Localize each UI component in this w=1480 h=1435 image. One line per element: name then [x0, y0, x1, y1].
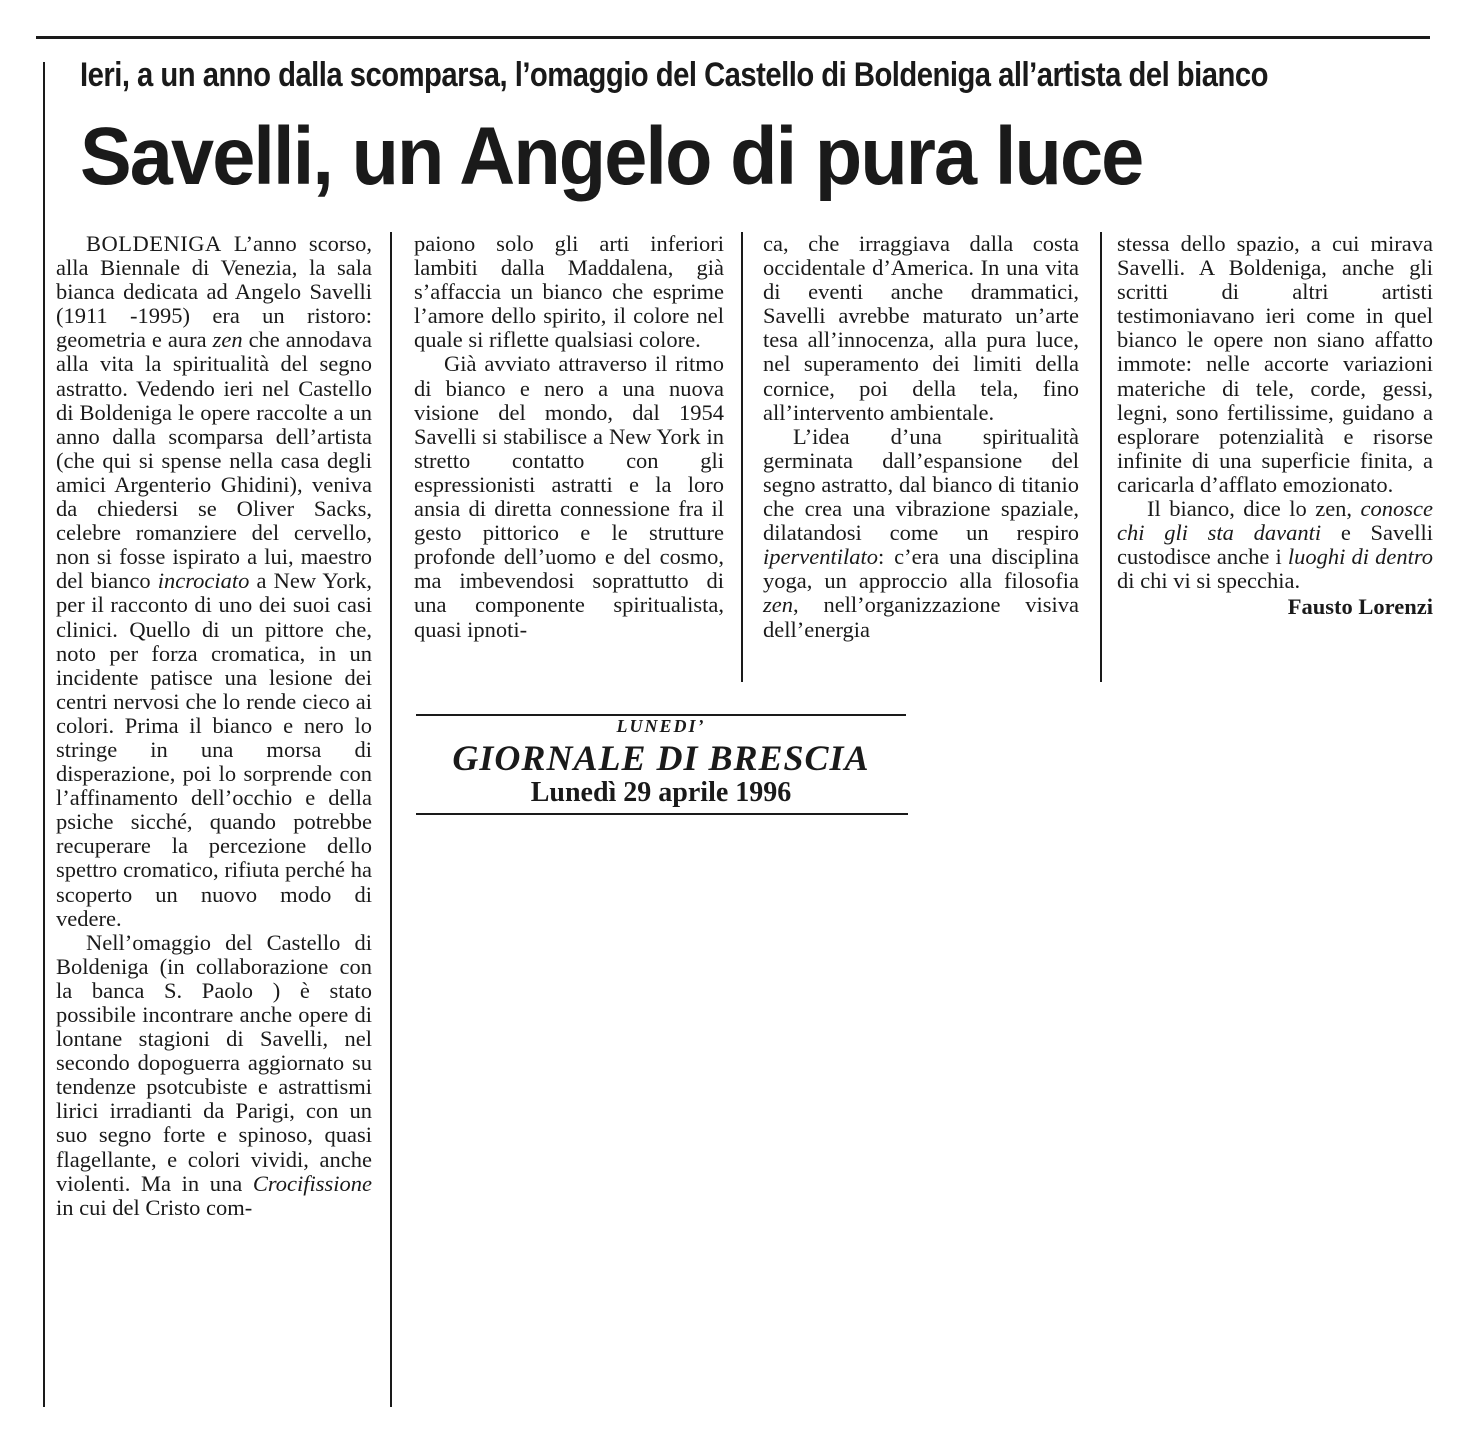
text-run: Nell’omaggio del Castello di Boldeniga (in collaborazione con la banca S. Paolo ) è stato possibile incontrare anche opere di lontane stagioni di Savelli, nel secondo dopoguerra aggiornato su tendenze psotcubiste e astrattismi lirici irradianti da Parigi, con un suo segno forte e spinoso, quasi flagellante, e colori vividi, anche violenti. Ma in una: [56, 929, 372, 1196]
italic-run: incrociato: [157, 568, 250, 594]
paragraph: [56, 232, 372, 931]
paragraph: Già avviato attraverso il ritmo di bianco e nero a una nuova visione del mondo, dal 1954 Savelli si stabilisce a New York in stretto contatto con gli espressionisti astratti e la loro ansia di diretta connessione fra il gesto pittorico e le strutture profonde dell’uomo e del cosmo, ma imbevendosi soprattutto di una componente spiritualista, quasi ipnoti-: [414, 351, 724, 642]
paragraph: [763, 425, 1079, 642]
paragraph: paiono solo gli arti inferiori lambiti dalla Maddalena, già s’affaccia un bianco che esprime l’amore dello spirito, il colore nel quale si riflette qualsiasi colore.: [414, 231, 724, 353]
text-run: : c’era una disciplina yoga, un approccio alla filosofia: [763, 544, 1079, 594]
text-run: Il bianco, dice lo zen,: [1147, 496, 1361, 522]
article-column-4: [1117, 232, 1433, 620]
paragraph: [1117, 497, 1433, 593]
text-run: in cui del Cristo com-: [56, 1194, 253, 1220]
text-run: di chi vi si specchia.: [1117, 568, 1301, 594]
article-kicker: Ieri, a un anno dalla scomparsa, l’omaggio del Castello di Boldeniga all’artista del bianco: [80, 56, 1268, 94]
top-rule: [36, 36, 1430, 39]
column-divider: [390, 232, 392, 1407]
text-run: L’anno scorso, alla Biennale di Venezia, la sala bianca dedicata ad Angelo Savelli (1911 -1995) era un ristoro: geometria e aura: [56, 231, 372, 353]
italic-run: zen: [763, 592, 793, 618]
article-column-2: [414, 232, 724, 642]
italic-run: iperventilato: [763, 544, 878, 570]
column-divider: [741, 232, 743, 682]
text-run: e Savelli custodisce anche i: [1117, 520, 1433, 570]
left-rule: [43, 62, 45, 1407]
paragraph: stessa dello spazio, a cui mirava Savelli. A Boldeniga, anche gli scritti di altri artisti testimoniavano ieri come in quel bianco le opere non siano affatto immote: nelle accorte variazioni materiche di tele, corde, gessi, legni, sono fertilissime, guidano a esplorare potenzialità e risorse infinite di una superficie finita, a caricarla d’afflato emozionato.: [1117, 231, 1433, 497]
masthead-edition: LUNEDI’: [616, 716, 706, 736]
italic-run: zen: [212, 327, 243, 353]
column-divider: [1100, 232, 1102, 682]
paragraph: ca, che irraggiava dalla costa occidentale d’America. In una vita di eventi anche drammatici, Savelli avrebbe maturato un’arte tesa all’innocenza, alla pura luce, nel superamento dei limiti della cornice, poi della tela, fino all’intervento ambientale.: [763, 231, 1079, 425]
article-column-3: [763, 232, 1079, 642]
italic-run: luoghi di dentro: [1287, 544, 1433, 570]
article-column-1: [56, 232, 372, 1220]
text-run: che annodava alla vita la spiritualità del segno astratto. Vedendo ieri nel Castello di Boldeniga le opere raccolte a un anno dalla scomparsa dell’artista (che qui si spense nella casa degli amici Argenterio Ghidini), veniva da chiedersi se Oliver Sacks, celebre romanziere del cervello, non si fosse ispirato a lui, maestro del bianco: [56, 327, 372, 594]
italic-run: Crocifissione: [252, 1170, 372, 1196]
author-signature: Fausto Lorenzi: [1287, 594, 1433, 620]
paragraph: [56, 931, 372, 1220]
masthead-name: GIORNALE DI BRESCIA: [452, 738, 870, 778]
text-run: L’idea d’una spiritualità germinata dall’espansione del segno astratto, dal bianco di titanio che crea una vibrazione spaziale, dilatandosi come un respiro: [763, 423, 1079, 546]
text-run: a New York, per il racconto di uno dei suoi casi clinici. Quello di un pittore che, noto per forza cromatica, in un incidente patisce una lesione dei centri nervosi che lo rende cieco ai colori. Prima il bianco e nero lo stringe in una morsa di disperazione, poi lo sorprende con l’affinamento dell’occhio e della psiche sicché, quando potrebbe recuperare la percezione dello spettro cromatico, rifiuta perché ha scoperto un nuovo modo di vedere.: [56, 568, 372, 931]
masthead-rule: [416, 813, 908, 815]
italic-run: conosce chi gli sta davanti: [1117, 496, 1433, 546]
text-run: , nell’organizzazione visiva dell’energia: [763, 592, 1079, 642]
dateline: BOLDENIGA: [86, 231, 222, 256]
article-headline: Savelli, un Angelo di pura luce: [80, 111, 1143, 202]
masthead-date: Lunedì 29 aprile 1996: [530, 777, 792, 808]
